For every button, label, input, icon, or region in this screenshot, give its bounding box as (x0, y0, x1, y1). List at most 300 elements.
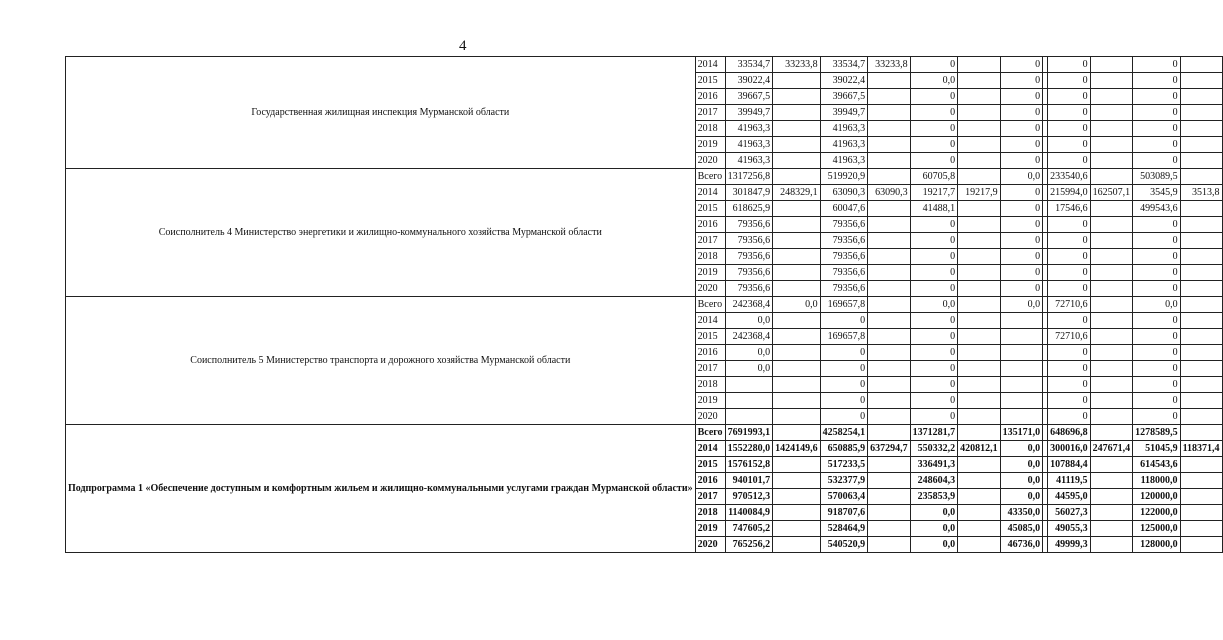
table-row (66, 425, 1223, 441)
value-cell: 0 (1133, 361, 1181, 377)
value-cell (868, 361, 911, 377)
value-cell (1090, 233, 1133, 249)
value-cell (773, 409, 821, 425)
value-cell (958, 249, 1001, 265)
value-cell: 0 (1133, 281, 1181, 297)
value-cell (1090, 329, 1133, 345)
value-cell (773, 505, 821, 521)
value-cell (958, 121, 1001, 137)
value-cell (1180, 265, 1222, 281)
value-cell (773, 425, 821, 441)
value-cell (1180, 361, 1222, 377)
value-cell: 0 (1048, 57, 1091, 73)
value-cell (1180, 345, 1222, 361)
year-cell: 2018 (695, 121, 725, 137)
value-cell (773, 137, 821, 153)
value-cell: 0,0 (725, 345, 773, 361)
value-cell (773, 377, 821, 393)
value-cell (1090, 489, 1133, 505)
value-cell: 0 (820, 361, 868, 377)
year-cell: 2017 (695, 233, 725, 249)
value-cell: 0 (820, 377, 868, 393)
value-cell: 0 (1133, 73, 1181, 89)
value-cell: 0 (1000, 217, 1043, 233)
value-cell: 63090,3 (868, 185, 911, 201)
value-cell (1000, 409, 1043, 425)
value-cell: 17546,6 (1048, 201, 1091, 217)
value-cell: 0 (1048, 89, 1091, 105)
value-cell (1180, 201, 1222, 217)
value-cell: 79356,6 (820, 233, 868, 249)
value-cell (1090, 201, 1133, 217)
value-cell (773, 537, 821, 553)
value-cell: 79356,6 (725, 281, 773, 297)
value-cell (958, 89, 1001, 105)
value-cell (868, 345, 911, 361)
value-cell: 765256,2 (725, 537, 773, 553)
value-cell: 0 (1048, 265, 1091, 281)
value-cell: 0 (910, 409, 958, 425)
value-cell: 60047,6 (820, 201, 868, 217)
value-cell (1180, 57, 1222, 73)
value-cell: 0 (910, 89, 958, 105)
value-cell: 79356,6 (820, 281, 868, 297)
value-cell: 0 (910, 281, 958, 297)
value-cell: 122000,0 (1133, 505, 1181, 521)
value-cell (1180, 425, 1222, 441)
value-cell: 0,0 (725, 361, 773, 377)
table-row (66, 57, 1223, 73)
value-cell: 79356,6 (725, 249, 773, 265)
value-cell: 0,0 (1000, 169, 1043, 185)
value-cell (1090, 105, 1133, 121)
value-cell (773, 105, 821, 121)
value-cell (1090, 249, 1133, 265)
value-cell: 33233,8 (868, 57, 911, 73)
value-cell (1000, 377, 1043, 393)
value-cell: 1317256,8 (725, 169, 773, 185)
value-cell: 233540,6 (1048, 169, 1091, 185)
value-cell (958, 345, 1001, 361)
value-cell (868, 233, 911, 249)
value-cell (958, 393, 1001, 409)
value-cell (958, 217, 1001, 233)
value-cell (868, 537, 911, 553)
value-cell (1090, 361, 1133, 377)
value-cell: 0,0 (910, 521, 958, 537)
value-cell (1000, 313, 1043, 329)
value-cell: 618625,9 (725, 201, 773, 217)
value-cell: 0 (1133, 329, 1181, 345)
value-cell: 0,0 (1000, 457, 1043, 473)
value-cell (958, 137, 1001, 153)
value-cell: 637294,7 (868, 441, 911, 457)
value-cell (1090, 217, 1133, 233)
value-cell: 3513,8 (1180, 185, 1222, 201)
year-cell: 2020 (695, 537, 725, 553)
executor-cell: Государственная жилищная инспекция Мурманской области (66, 57, 696, 169)
value-cell: 550332,2 (910, 441, 958, 457)
value-cell (1090, 169, 1133, 185)
year-cell: 2017 (695, 489, 725, 505)
value-cell: 0 (1000, 89, 1043, 105)
value-cell: 0 (1133, 57, 1181, 73)
value-cell (1180, 249, 1222, 265)
value-cell (1090, 425, 1133, 441)
page-number: 4 (459, 38, 467, 54)
value-cell (958, 313, 1001, 329)
value-cell: 336491,3 (910, 457, 958, 473)
value-cell (1180, 537, 1222, 553)
executor-cell: Соисполнитель 4 Министерство энергетики и жилищно-коммунального хозяйства Мурманской области (66, 169, 696, 297)
value-cell: 33233,8 (773, 57, 821, 73)
value-cell (868, 377, 911, 393)
value-cell (1090, 473, 1133, 489)
value-cell: 33534,7 (725, 57, 773, 73)
value-cell: 19217,9 (958, 185, 1001, 201)
value-cell: 41963,3 (725, 121, 773, 137)
value-cell (1000, 361, 1043, 377)
value-cell: 46736,0 (1000, 537, 1043, 553)
year-cell: 2017 (695, 105, 725, 121)
value-cell (1000, 393, 1043, 409)
value-cell (1090, 265, 1133, 281)
value-cell (1090, 121, 1133, 137)
value-cell: 242368,4 (725, 329, 773, 345)
value-cell (1180, 281, 1222, 297)
value-cell (1090, 137, 1133, 153)
value-cell (868, 297, 911, 313)
value-cell: 41963,3 (820, 137, 868, 153)
value-cell (868, 105, 911, 121)
value-cell: 1424149,6 (773, 441, 821, 457)
value-cell (868, 137, 911, 153)
executor-cell: Подпрограмма 1 «Обеспечение доступным и комфортным жильем и жилищно-коммунальными услугами граждан Мурманской области» (66, 425, 696, 553)
year-cell: 2020 (695, 281, 725, 297)
value-cell (1180, 217, 1222, 233)
value-cell (773, 217, 821, 233)
value-cell (958, 489, 1001, 505)
value-cell (958, 105, 1001, 121)
value-cell: 0 (1048, 313, 1091, 329)
value-cell (868, 457, 911, 473)
value-cell (773, 249, 821, 265)
value-cell: 0 (820, 313, 868, 329)
value-cell (1000, 329, 1043, 345)
value-cell: 0 (910, 233, 958, 249)
year-cell: 2020 (695, 409, 725, 425)
value-cell: 0 (1133, 393, 1181, 409)
value-cell (1180, 89, 1222, 105)
value-cell (725, 393, 773, 409)
value-cell (725, 409, 773, 425)
value-cell (1090, 377, 1133, 393)
value-cell: 0,0 (1000, 489, 1043, 505)
value-cell (1180, 169, 1222, 185)
year-cell: 2016 (695, 345, 725, 361)
value-cell: 0 (1048, 121, 1091, 137)
value-cell: 44595,0 (1048, 489, 1091, 505)
value-cell (773, 265, 821, 281)
value-cell: 0 (910, 217, 958, 233)
value-cell (1090, 297, 1133, 313)
value-cell: 0 (910, 121, 958, 137)
value-cell (868, 425, 911, 441)
value-cell (958, 201, 1001, 217)
value-cell (868, 153, 911, 169)
value-cell (773, 169, 821, 185)
year-cell: 2015 (695, 329, 725, 345)
value-cell: 242368,4 (725, 297, 773, 313)
value-cell: 0 (1048, 377, 1091, 393)
table-body (66, 57, 1223, 553)
value-cell (725, 377, 773, 393)
budget-table (65, 56, 1223, 553)
value-cell (868, 249, 911, 265)
value-cell (868, 505, 911, 521)
value-cell (773, 201, 821, 217)
value-cell (958, 73, 1001, 89)
value-cell: 650885,9 (820, 441, 868, 457)
value-cell (1090, 73, 1133, 89)
value-cell: 118000,0 (1133, 473, 1181, 489)
value-cell (773, 361, 821, 377)
value-cell: 0,0 (910, 537, 958, 553)
value-cell: 41963,3 (725, 137, 773, 153)
value-cell (1090, 393, 1133, 409)
year-cell: 2016 (695, 473, 725, 489)
value-cell (958, 457, 1001, 473)
value-cell: 60705,8 (910, 169, 958, 185)
value-cell (1180, 489, 1222, 505)
value-cell: 0 (910, 57, 958, 73)
value-cell: 970512,3 (725, 489, 773, 505)
value-cell: 120000,0 (1133, 489, 1181, 505)
value-cell (1180, 377, 1222, 393)
value-cell: 41488,1 (910, 201, 958, 217)
value-cell: 0 (910, 265, 958, 281)
value-cell (958, 281, 1001, 297)
value-cell: 128000,0 (1133, 537, 1181, 553)
value-cell: 0 (1048, 249, 1091, 265)
value-cell: 0,0 (1000, 441, 1043, 457)
value-cell: 1576152,8 (725, 457, 773, 473)
value-cell: 940101,7 (725, 473, 773, 489)
value-cell (868, 409, 911, 425)
year-cell: 2014 (695, 57, 725, 73)
value-cell (1180, 393, 1222, 409)
value-cell: 49999,3 (1048, 537, 1091, 553)
executor-cell: Соисполнитель 5 Министерство транспорта и дорожного хозяйства Мурманской области (66, 297, 696, 425)
value-cell (773, 153, 821, 169)
value-cell: 0,0 (1000, 297, 1043, 313)
value-cell: 0 (1133, 345, 1181, 361)
value-cell (1180, 505, 1222, 521)
year-cell: 2015 (695, 73, 725, 89)
value-cell (868, 169, 911, 185)
year-cell: 2019 (695, 137, 725, 153)
value-cell: 648696,8 (1048, 425, 1091, 441)
value-cell: 41119,5 (1048, 473, 1091, 489)
value-cell: 0 (1133, 409, 1181, 425)
value-cell: 7691993,1 (725, 425, 773, 441)
value-cell: 0 (1000, 105, 1043, 121)
value-cell (773, 73, 821, 89)
value-cell: 41963,3 (820, 153, 868, 169)
value-cell: 41963,3 (820, 121, 868, 137)
year-cell: 2014 (695, 313, 725, 329)
year-cell: Всего (695, 425, 725, 441)
value-cell (958, 297, 1001, 313)
value-cell: 0 (1133, 105, 1181, 121)
table-row (66, 297, 1223, 313)
year-cell: 2020 (695, 153, 725, 169)
value-cell: 247671,4 (1090, 441, 1133, 457)
value-cell (868, 473, 911, 489)
value-cell: 918707,6 (820, 505, 868, 521)
year-cell: 2018 (695, 377, 725, 393)
value-cell: 0 (1133, 153, 1181, 169)
value-cell (1180, 473, 1222, 489)
value-cell: 532377,9 (820, 473, 868, 489)
value-cell: 39022,4 (820, 73, 868, 89)
value-cell: 39022,4 (725, 73, 773, 89)
value-cell (958, 233, 1001, 249)
value-cell: 72710,6 (1048, 297, 1091, 313)
value-cell: 0,0 (773, 297, 821, 313)
value-cell: 0 (910, 329, 958, 345)
value-cell (958, 57, 1001, 73)
value-cell: 0,0 (1133, 297, 1181, 313)
value-cell (1180, 457, 1222, 473)
value-cell: 0 (1048, 105, 1091, 121)
value-cell (773, 489, 821, 505)
value-cell: 1278589,5 (1133, 425, 1181, 441)
value-cell: 39667,5 (820, 89, 868, 105)
value-cell: 0 (1133, 233, 1181, 249)
year-cell: 2014 (695, 185, 725, 201)
value-cell: 0 (910, 393, 958, 409)
year-cell: 2019 (695, 265, 725, 281)
value-cell: 0 (1048, 73, 1091, 89)
value-cell: 0 (1048, 393, 1091, 409)
value-cell: 0 (1048, 345, 1091, 361)
value-cell: 499543,6 (1133, 201, 1181, 217)
value-cell (773, 313, 821, 329)
value-cell (958, 409, 1001, 425)
year-cell: Всего (695, 297, 725, 313)
value-cell: 43350,0 (1000, 505, 1043, 521)
value-cell: 0 (910, 137, 958, 153)
value-cell: 0,0 (910, 297, 958, 313)
value-cell (773, 393, 821, 409)
value-cell: 0 (1048, 409, 1091, 425)
value-cell: 248329,1 (773, 185, 821, 201)
value-cell: 0 (1000, 185, 1043, 201)
value-cell (868, 265, 911, 281)
value-cell: 118371,4 (1180, 441, 1222, 457)
value-cell: 0,0 (910, 505, 958, 521)
value-cell (1090, 89, 1133, 105)
value-cell (868, 73, 911, 89)
value-cell: 0 (1000, 281, 1043, 297)
value-cell (868, 201, 911, 217)
year-cell: 2019 (695, 521, 725, 537)
value-cell (958, 505, 1001, 521)
value-cell (958, 361, 1001, 377)
value-cell: 235853,9 (910, 489, 958, 505)
value-cell: 0 (1000, 249, 1043, 265)
value-cell: 79356,6 (725, 233, 773, 249)
value-cell: 215994,0 (1048, 185, 1091, 201)
value-cell: 528464,9 (820, 521, 868, 537)
value-cell (1180, 153, 1222, 169)
value-cell: 0 (1000, 137, 1043, 153)
value-cell: 570063,4 (820, 489, 868, 505)
year-cell: 2015 (695, 457, 725, 473)
value-cell: 0 (1133, 377, 1181, 393)
year-cell: 2018 (695, 505, 725, 521)
value-cell: 0 (1000, 265, 1043, 281)
year-cell: 2019 (695, 393, 725, 409)
value-cell: 79356,6 (820, 217, 868, 233)
value-cell: 0 (1000, 57, 1043, 73)
value-cell (868, 121, 911, 137)
value-cell: 0 (820, 345, 868, 361)
year-cell: 2018 (695, 249, 725, 265)
value-cell: 162507,1 (1090, 185, 1133, 201)
value-cell (958, 265, 1001, 281)
value-cell: 0,0 (1000, 473, 1043, 489)
value-cell (1090, 345, 1133, 361)
value-cell (1180, 297, 1222, 313)
value-cell: 0 (910, 345, 958, 361)
value-cell (1090, 457, 1133, 473)
value-cell: 45085,0 (1000, 521, 1043, 537)
value-cell: 0 (1048, 233, 1091, 249)
value-cell (868, 217, 911, 233)
value-cell: 517233,5 (820, 457, 868, 473)
value-cell: 0 (1048, 153, 1091, 169)
value-cell (773, 89, 821, 105)
value-cell (1180, 329, 1222, 345)
value-cell (773, 521, 821, 537)
value-cell: 125000,0 (1133, 521, 1181, 537)
value-cell: 0 (1000, 153, 1043, 169)
value-cell: 0 (1000, 233, 1043, 249)
value-cell (958, 425, 1001, 441)
value-cell: 1371281,7 (910, 425, 958, 441)
value-cell: 135171,0 (1000, 425, 1043, 441)
value-cell (958, 521, 1001, 537)
value-cell: 248604,3 (910, 473, 958, 489)
value-cell: 63090,3 (820, 185, 868, 201)
value-cell: 0 (910, 361, 958, 377)
value-cell: 0 (910, 249, 958, 265)
table-row (66, 169, 1223, 185)
value-cell (1090, 409, 1133, 425)
value-cell (773, 329, 821, 345)
value-cell (868, 393, 911, 409)
value-cell: 169657,8 (820, 297, 868, 313)
year-cell: 2016 (695, 217, 725, 233)
value-cell (868, 281, 911, 297)
value-cell: 519920,9 (820, 169, 868, 185)
value-cell: 79356,6 (725, 217, 773, 233)
year-cell: 2017 (695, 361, 725, 377)
value-cell (1000, 345, 1043, 361)
value-cell: 39949,7 (820, 105, 868, 121)
